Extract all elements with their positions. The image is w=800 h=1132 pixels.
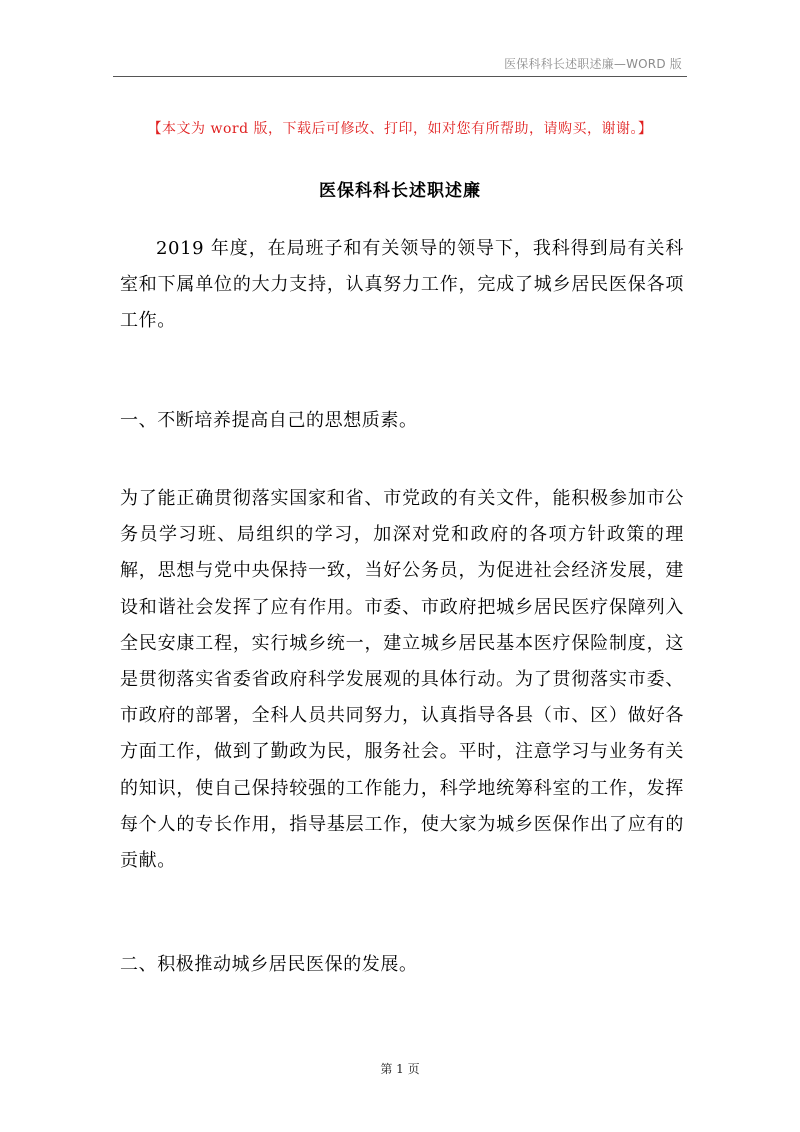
section-heading-1: 一、不断培养提高自己的思想质素。 — [120, 410, 418, 431]
running-header: 医保科科长述职述廉—WORD 版 — [504, 57, 682, 71]
section-1-paragraph: 为了能正确贯彻落实国家和省、市党政的有关文件，能积极参加市公务员学习班、局组织的学习，加深对党和政府的各项方针政策的理解，思想与党中央保持一致，当好公务员，为促进社会经济发展，建设和谐社会发挥了应有作用。市委、市政府把城乡居民医疗保障列入全民安康工程，实行城乡统一，建立城乡居民基本医疗保险制度，这是贯彻落实省委省政府科学发展观的具体行动。为了贯彻落实市委、市政府的部署，全科人员共同努力，认真指导各县（市、区）做好各方面工作，做到了勤政为民，服务社会。平时，注意学习与业务有关的知识，使自己保持较强的工作能力，科学地统筹科室的工作，发挥每个人的专长作用，指导基层工作，使大家为城乡医保作出了应有的贡献。 — [120, 488, 684, 872]
document-title: 医保科科长述职述廉 — [319, 181, 481, 201]
intro-paragraph: 2019 年度，在局班子和有关领导的领导下，我科得到局有关科室和下属单位的大力支持，认真努力工作，完成了城乡居民医保各项工作。 — [120, 238, 684, 332]
header-divider — [113, 76, 687, 77]
page-number: 第 1 页 — [380, 1062, 420, 1076]
section-heading-2: 二、积极推动城乡居民医保的发展。 — [120, 954, 418, 975]
download-notice: 【本文为 word 版，下载后可修改、打印，如对您有所帮助，请购买，谢谢。】 — [147, 121, 653, 137]
